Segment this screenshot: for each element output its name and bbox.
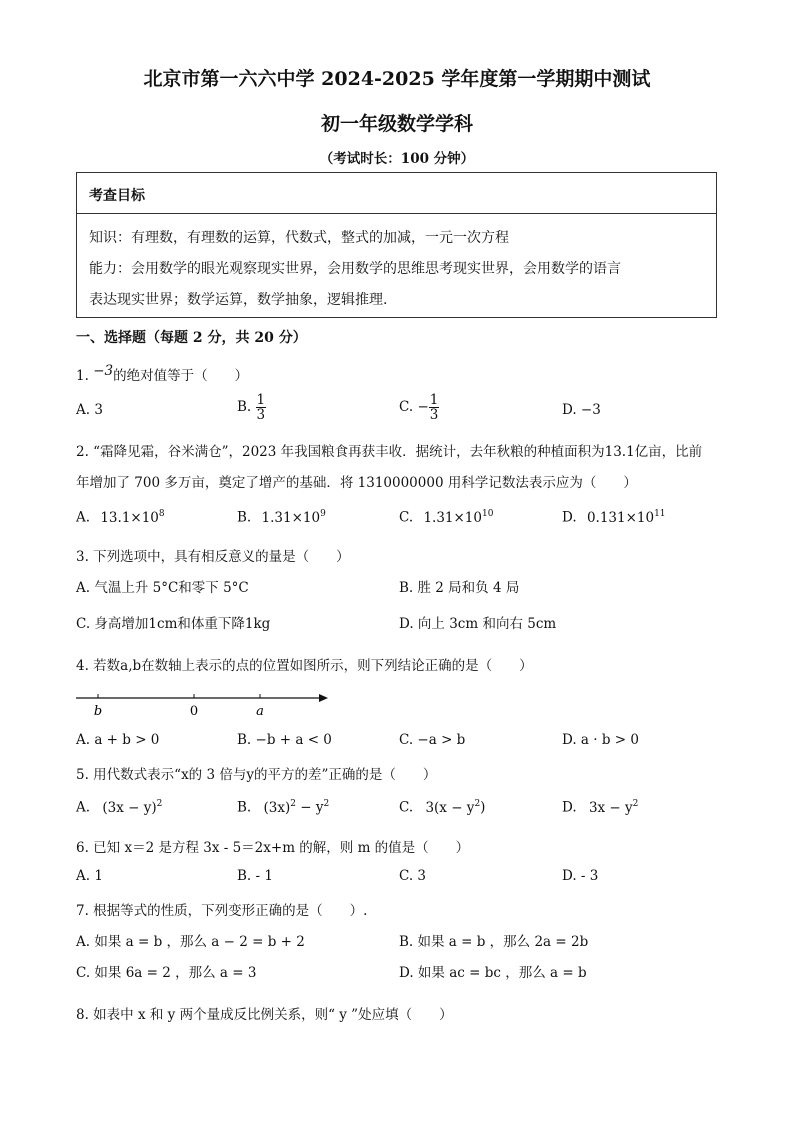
q5-option-b: [237, 799, 329, 816]
question-5-stem: 5. 用代数式表示“x的 3 倍与y的平方的差”正确的是（ ）: [76, 767, 437, 783]
q1-c-numerator: 1: [429, 392, 439, 408]
q5-d-expr: 3x − y: [588, 799, 633, 816]
q5-b-expr-1: (3x): [263, 799, 291, 816]
q2-c-label: C.: [399, 509, 414, 526]
q2-d-base: 0.131×10: [586, 509, 655, 526]
number-line-figure: [76, 688, 336, 720]
q4-option-b: B. −b + a < 0: [237, 732, 332, 748]
exam-subtitle: 初一年级数学学科: [320, 113, 473, 135]
q6-option-a: A. 1: [76, 868, 103, 884]
question-4-stem: 4. 若数a,b在数轴上表示的点的位置如图所示，则下列结论正确的是（ ）: [76, 658, 533, 674]
q6-option-d: D. - 3: [562, 868, 599, 884]
q4-option-a: A. a + b > 0: [76, 732, 160, 748]
question-2-line-2: 年增加了 700 多万亩，奠定了增产的基础．将 1310000000 用科学记数法表示应为（ ）: [76, 475, 637, 491]
q2-option-c: [399, 509, 493, 526]
goals-ability-line-1: 能力：会用数学的眼光观察现实世界，会用数学的思维思考现实世界，会用数学的语言: [89, 261, 621, 277]
section-1-heading: 一、选择题（每题 2 分，共 20 分）: [76, 330, 307, 346]
q3-option-a: A. 气温上升 5°C和零下 5°C: [76, 580, 249, 596]
label-a: a: [256, 704, 264, 719]
q2-option-d: [562, 509, 666, 526]
label-0: 0: [189, 704, 199, 719]
q3-option-d: D. 向上 3cm 和向右 5cm: [399, 616, 557, 632]
q1-option-d: D. −3: [562, 402, 601, 418]
q1-b-denominator: 3: [256, 407, 266, 424]
goals-knowledge: 知识：有理数，有理数的运算，代数式，整式的加减，一元一次方程: [89, 230, 509, 246]
q5-b-label: B.: [237, 799, 252, 816]
question-8-stem: 8. 如表中 x 和 y 两个量成反比例关系，则“ y ”处应填（ ）: [76, 1007, 453, 1023]
q5-c-expr-1: 3(x − y: [425, 799, 475, 816]
q1-c-denominator: 3: [429, 407, 439, 424]
q5-c-expr-2: ): [480, 799, 486, 816]
q4-option-d: D. a · b > 0: [562, 732, 639, 748]
q5-c-exp: 2: [474, 799, 481, 809]
q7-option-b: B. 如果 a = b ，那么 2a = 2b: [399, 934, 589, 950]
q7-option-d: D. 如果 ac = bc ，那么 a = b: [399, 965, 587, 981]
q1-c-label: C.: [399, 399, 414, 416]
goals-box: [76, 172, 717, 318]
q5-option-a: [76, 799, 162, 816]
goals-heading: 考查目标: [77, 173, 716, 214]
number-line-arrow: [319, 694, 328, 702]
q5-option-c: [399, 799, 485, 816]
q2-d-exp: 11: [654, 509, 666, 519]
q5-a-label: A.: [76, 799, 91, 816]
q2-c-base: 1.31×10: [423, 509, 482, 526]
q6-option-c: C. 3: [399, 868, 427, 884]
question-6-stem: 6. 已知 x＝2 是方程 3x - 5＝2x+m 的解，则 m 的值是（ ）: [76, 840, 470, 856]
q5-b-exp-2: 2: [323, 799, 330, 809]
q1-b-fraction: [256, 393, 267, 422]
q2-option-a: [76, 509, 165, 526]
q2-b-base: 1.31×10: [261, 509, 321, 526]
q4-option-c: C. −a > b: [399, 732, 466, 748]
q1-number: 1.: [76, 368, 89, 384]
q1-option-c: [399, 393, 439, 422]
q7-option-a: A. 如果 a = b ，那么 a − 2 = b + 2: [76, 934, 305, 950]
q5-a-expr: (3x − y): [102, 799, 157, 816]
q1-math: −3: [93, 363, 114, 379]
q5-option-d: [562, 799, 638, 816]
q1-b-label: B.: [237, 399, 252, 416]
q2-c-exp: 10: [482, 509, 494, 519]
exam-duration: （考试时长：100 分钟）: [319, 151, 475, 167]
q6-option-b: B. - 1: [237, 868, 273, 884]
question-1-stem: [76, 364, 248, 384]
question-3-stem: 3. 下列选项中，具有相反意义的量是（ ）: [76, 549, 350, 565]
q3-option-c: C. 身高增加1cm和体重下降1kg: [76, 616, 271, 632]
q1-c-sign: −: [417, 399, 429, 416]
q3-option-b: B. 胜 2 局和负 4 局: [399, 580, 520, 596]
label-b: b: [93, 704, 103, 719]
q2-a-label: A.: [76, 509, 91, 526]
q1-stem-text: 的绝对值等于（ ）: [113, 368, 249, 384]
question-2-line-1: 2. “霜降见霜，谷米满仓”，2023 年我国粮食再获丰收．据统计，去年秋粮的种植面积为13.1亿亩，比前: [76, 444, 703, 460]
question-7-stem: 7. 根据等式的性质，下列变形正确的是（ ）.: [76, 903, 368, 919]
q5-c-label: C.: [399, 799, 414, 816]
q1-option-a: A. 3: [76, 402, 103, 418]
q2-d-label: D.: [562, 509, 577, 526]
q1-b-numerator: 1: [256, 392, 266, 408]
q5-b-expr-2: − y: [296, 799, 324, 816]
q1-c-fraction: [429, 393, 440, 422]
q2-option-b: [237, 509, 326, 526]
q7-option-c: C. 如果 6a = 2 ，那么 a = 3: [76, 965, 257, 981]
q1-option-b: [237, 393, 266, 422]
exam-title: 北京市第一六六中学 2024-2025 学年度第一学期期中测试: [143, 68, 651, 90]
q2-a-exp: 8: [158, 509, 165, 519]
q2-a-base: 13.1×10: [100, 509, 159, 526]
q5-d-exp: 2: [632, 799, 639, 809]
goals-ability-line-2: 表达现实世界；数学运算，数学抽象，逻辑推理.: [89, 292, 388, 308]
q2-b-exp: 9: [320, 509, 326, 519]
q5-d-label: D.: [562, 799, 577, 816]
q2-b-label: B.: [237, 509, 252, 526]
q5-b-exp-1: 2: [290, 799, 296, 809]
q5-a-exp: 2: [156, 799, 163, 809]
